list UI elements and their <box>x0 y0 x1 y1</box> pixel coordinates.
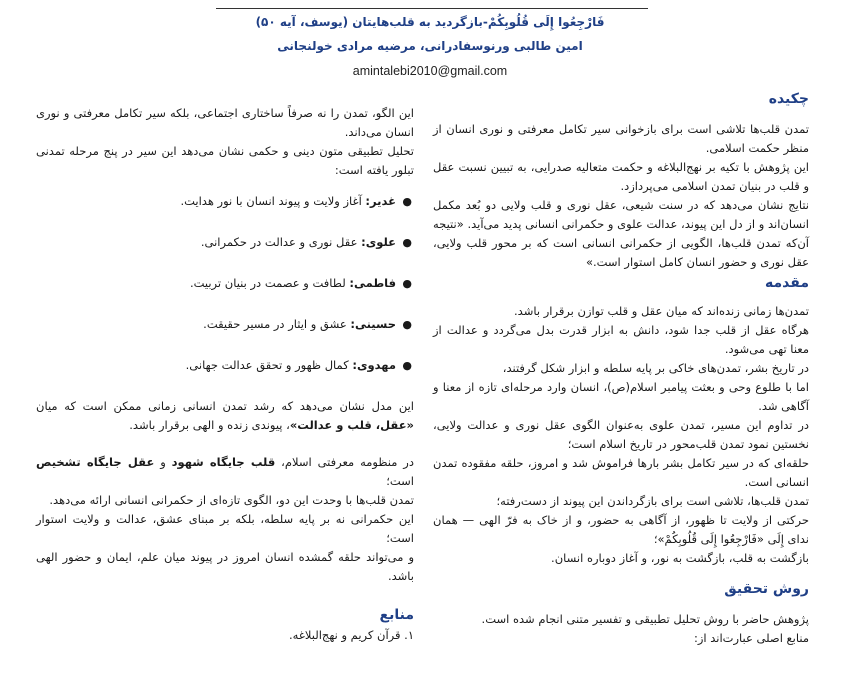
model-conclusion-bold: «عقل، قلب و عدالت» <box>289 418 414 432</box>
stage-desc: لطافت و عصمت در بنیان تربیت. <box>189 276 346 290</box>
paper-title: فَارْجِعُوا إِلَی قُلُوبِکُمْ-بازگردید به قلب‌هایتان (یوسف، آیه ۵۰) <box>255 15 605 29</box>
synthesis-paragraph: و می‌تواند حلقه گمشده انسان امروز در پیوند میان علم، ایمان و حضور الهی باشد. <box>36 550 414 583</box>
stage-item <box>36 192 414 211</box>
right-column <box>433 88 809 648</box>
model-conclusion-post: ، پیوندی زنده و الهی برقرار باشد. <box>129 418 290 432</box>
stage-item <box>36 356 414 375</box>
paper-header <box>150 12 710 81</box>
stage-desc: عقل نوری و عدالت در حکمرانی. <box>200 235 358 249</box>
stage-name: علوی: <box>361 235 396 249</box>
top-rule <box>216 8 648 9</box>
intro-paragraph: حرکتی از ولایت تا ظهور، از آگاهی به حضور، و از خاک به فرّ الهی — همان ندای إِلَی «فَارْجِعُوا إِلَی قُلُوبِکُمْ»؛ <box>433 513 809 546</box>
synthesis-text: است؛ <box>386 474 414 488</box>
model-conclusion <box>36 397 414 435</box>
intro-paragraph: هرگاه عقل از قلب جدا شود، دانش به ابزار قدرت بدل می‌گردد و عدالت از معنا تهی می‌شود. <box>433 323 809 356</box>
author-email: amintalebi2010@gmail.com <box>352 64 508 78</box>
stage-item <box>36 315 414 334</box>
intro-paragraph: تمدن قلب‌ها، تلاشی است برای بازگرداندن این پیوند از دست‌رفته؛ <box>496 494 809 508</box>
abstract-paragraph: تمدن قلب‌ها تلاشی است برای بازخوانی سیر تکامل معرفتی و نوری انسان از منظر حکمت اسلامی. <box>433 122 809 155</box>
synthesis-bold: قلب جایگاه شهود <box>171 455 276 469</box>
intro-paragraph: در تداوم این مسیر، تمدن علوی به‌عنوان الگوی عقل نوری و عدالت ولایی، نخستین نمود تمدن قلب‌محور در تاریخ اسلام است؛ <box>433 418 809 451</box>
method-heading: روش تحقیق <box>724 581 809 597</box>
stage-name: فاطمی: <box>349 276 396 290</box>
method-paragraph: پژوهش حاضر با روش تحلیل تطبیقی و تفسیر متنی انجام شده است. <box>481 612 809 626</box>
synthesis-text: و <box>154 455 172 469</box>
stage-item <box>36 274 414 293</box>
introduction-heading: مقدمه <box>765 275 809 291</box>
bullet-icon: ● <box>402 318 412 331</box>
paper-authors: امین طالبی ورنوسفادرانی، مرضیه مرادی خولنجانی <box>277 39 583 53</box>
model-conclusion-pre: این مدل نشان می‌دهد که رشد تمدن انسانی زمانی ممکن است که میان <box>36 399 414 413</box>
reference-item: ۱. قرآن کریم و نهج‌البلاغه. <box>289 628 414 642</box>
stage-desc: آغاز ولایت و پیوند انسان با نور هدایت. <box>180 194 362 208</box>
intro-paragraph: اما با طلوع وحی و بعثت پیامبر اسلام(ص)، انسان وارد مرحله‌ای تازه از معنا و آگاهی شد. <box>433 380 809 413</box>
synthesis-text: در منظومه معرفتی اسلام، <box>275 455 414 469</box>
stage-name: مهدوی: <box>352 358 396 372</box>
stage-name: حسینی: <box>350 317 396 331</box>
intro-paragraph: تمدن‌ها زمانی زنده‌اند که میان عقل و قلب توازن برقرار باشد. <box>514 304 809 318</box>
synthesis-paragraph: تمدن قلب‌ها با وحدت این دو، الگوی تازه‌ای از حکمرانی انسانی ارائه می‌دهد. <box>49 493 414 507</box>
stage-list <box>36 192 414 375</box>
model-intro: تحلیل تطبیقی متون دینی و حکمی نشان می‌دهد این سیر در پنج مرحله تمدنی تبلور یافته است: <box>36 144 414 177</box>
synthesis-bold: عقل جایگاه تشخیص <box>36 455 155 469</box>
stage-desc: عشق و ایثار در مسیر حقیقت. <box>203 317 347 331</box>
synthesis-paragraph <box>36 453 414 491</box>
stage-desc: کمال ظهور و تحقق عدالت جهانی. <box>185 358 349 372</box>
abstract-heading: چکیده <box>768 91 809 107</box>
left-column <box>36 104 414 645</box>
bullet-icon: ● <box>402 195 412 208</box>
stage-item <box>36 233 414 252</box>
bullet-icon: ● <box>402 236 412 249</box>
model-intro: این الگو، تمدن را نه صرفاً ساختاری اجتماعی، بلکه سیر تکامل معرفتی و نوری انسان می‌داند. <box>36 106 414 139</box>
stage-name: غدیر: <box>365 194 396 208</box>
synthesis-paragraph: این حکمرانی نه بر پایه سلطه، بلکه بر مبنای عشق، عدالت و ولایت استوار است؛ <box>36 512 414 545</box>
abstract-paragraph: این پژوهش با تکیه بر نهج‌البلاغه و حکمت متعالیه صدرایی، به تبیین نسبت عقل و قلب در بنیان تمدن اسلامی می‌پردازد. <box>433 160 809 193</box>
references-heading: منابع <box>379 607 414 623</box>
intro-paragraph: در تاریخ بشر، تمدن‌های خاکی بر پایه سلطه و ابزار شکل گرفتند، <box>502 361 809 375</box>
intro-paragraph: حلقه‌ای که در سیر تکامل بشر بارها فراموش شد و امروز، حلقه مفقوده تمدن انسانی است. <box>433 456 809 489</box>
method-paragraph: منابع اصلی عبارت‌اند از: <box>693 631 809 645</box>
intro-paragraph: بازگشت به قلب، بازگشت به نور، و آغاز دوباره انسان. <box>551 551 809 565</box>
bullet-icon: ● <box>402 359 412 372</box>
bullet-icon: ● <box>402 277 412 290</box>
abstract-paragraph: نتایج نشان می‌دهد که در سنت شیعی، عقل نوری و قلب ولایی دو بُعد مکمل انسان‌اند و از دل این پیوند، عدالت علوی و حکمرانی انسانی پدید می‌آید. «نتیجه آن‌که تمدن قلب‌ها، الگویی از حکمرانی انسانی است که بر محور قلب ولایی، عقل نوری و حضور انسان کامل استوار است.» <box>433 198 809 269</box>
